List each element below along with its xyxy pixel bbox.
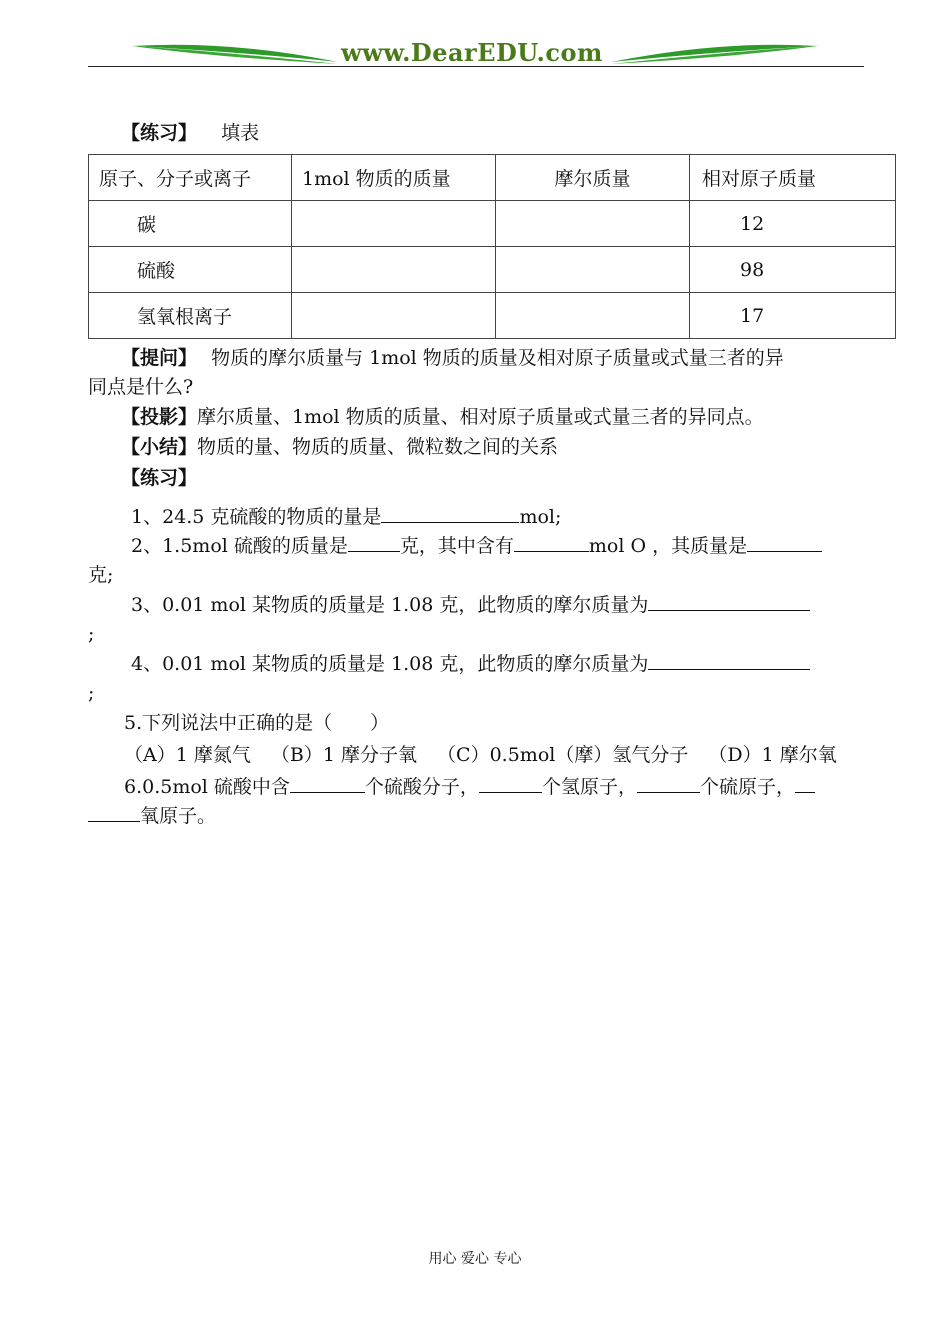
q5-option-b[interactable]: （B）1 摩分子氧	[270, 744, 417, 766]
q2-text-d: 克;	[88, 564, 114, 586]
exercise1-tag: 【练习】	[121, 122, 198, 144]
table-cell-blank	[496, 201, 690, 247]
q6-oxygen-blank-end[interactable]	[88, 803, 140, 822]
q6-text-d: 个硫原子，	[699, 776, 795, 798]
q1-answer-blank[interactable]	[381, 504, 519, 523]
table-cell-blank	[292, 201, 496, 247]
q2-oxygen-mol-blank[interactable]	[514, 533, 589, 552]
exercise2-tag: 【练习】	[121, 467, 198, 489]
q3-text-end: ;	[88, 623, 95, 645]
table-cell-relative-mass: 17	[690, 293, 896, 339]
table-cell-blank	[292, 247, 496, 293]
table-cell-substance: 碳	[89, 201, 292, 247]
table-cell-relative-mass: 98	[690, 247, 896, 293]
q2-mass-blank[interactable]	[348, 533, 400, 552]
table-cell-relative-mass: 12	[690, 201, 896, 247]
summary-line	[121, 435, 558, 459]
table-cell-blank	[292, 293, 496, 339]
exercise2-q2	[131, 533, 822, 558]
projection-text: 摩尔质量、1mol 物质的质量、相对原子质量或式量三者的异同点。	[197, 406, 764, 428]
q2-oxygen-mass-blank[interactable]	[747, 533, 822, 552]
site-logo-text: www.DearEDU.com	[341, 38, 603, 67]
table-header-cell: 摩尔质量	[496, 155, 690, 201]
table-row	[89, 201, 896, 247]
table-row	[89, 247, 896, 293]
projection-line	[121, 405, 764, 429]
q6-text-e: 氧原子。	[140, 805, 217, 827]
projection-tag: 【投影】	[121, 406, 198, 428]
page-footer: 用心 爱心 专心	[428, 1251, 522, 1267]
q6-text-c: 个氢原子，	[541, 776, 637, 798]
header-rule	[88, 66, 864, 67]
q6-hydrogen-blank[interactable]	[479, 774, 542, 793]
q6-sulfur-blank[interactable]	[637, 774, 700, 793]
q2-text-c: mol O ，其质量是	[588, 535, 748, 557]
table-header-cell: 原子、分子或离子	[89, 155, 292, 201]
q3-answer-blank[interactable]	[648, 592, 810, 611]
table-header-cell: 相对原子质量	[690, 155, 896, 201]
table-cell-blank	[496, 247, 690, 293]
exercise2-q3	[131, 592, 810, 617]
q4-answer-blank[interactable]	[648, 651, 810, 670]
table-header-cell: 1mol 物质的质量	[292, 155, 496, 201]
exercise1-title: 填表	[221, 122, 260, 144]
table-row	[89, 293, 896, 339]
question-text-1: 物质的摩尔质量与 1mol 物质的质量及相对原子质量或式量三者的异	[211, 347, 784, 369]
q3-text: 3、0.01 mol 某物质的质量是 1.08 克，此物质的摩尔质量为	[131, 594, 649, 616]
q6-text-a: 6.0.5mol 硫酸中含	[124, 776, 290, 798]
q6-line-2	[88, 803, 216, 828]
question-text-2: 同点是什么?	[88, 376, 194, 398]
q1-unit: mol;	[519, 506, 562, 528]
exercise2-q4	[131, 651, 810, 676]
q5-option-c[interactable]: （C）0.5mol（摩）氢气分子	[437, 744, 689, 766]
q4-text: 4、0.01 mol 某物质的质量是 1.08 克，此物质的摩尔质量为	[131, 653, 649, 675]
page-header	[0, 0, 950, 80]
q5-stem: 5.下列说法中正确的是（ ）	[124, 712, 390, 734]
exercise2-q6	[124, 774, 815, 799]
q6-oxygen-blank-start[interactable]	[795, 774, 815, 793]
q2-text-a: 2、1.5mol 硫酸的质量是	[131, 535, 348, 557]
q5-option-a[interactable]: （A）1 摩氮气	[124, 744, 251, 766]
table-cell-substance: 氢氧根离子	[89, 293, 292, 339]
table-cell-substance: 硫酸	[89, 247, 292, 293]
q6-text-b: 个硫酸分子，	[364, 776, 479, 798]
q1-text: 1、24.5 克硫酸的物质的量是	[131, 506, 382, 528]
exercise1-heading	[121, 121, 259, 145]
table-header-row	[89, 155, 896, 201]
fill-in-table	[88, 154, 896, 339]
q5-options	[124, 743, 837, 767]
summary-text: 物质的量、物质的质量、微粒数之间的关系	[197, 436, 559, 458]
q4-text-end: ;	[88, 682, 95, 704]
question-line-1	[121, 346, 784, 370]
q5-option-d[interactable]: （D）1 摩尔氧	[708, 744, 837, 766]
summary-tag: 【小结】	[121, 436, 198, 458]
q6-molecule-blank[interactable]	[290, 774, 365, 793]
table-cell-blank	[496, 293, 690, 339]
q2-text-b: 克，其中含有	[399, 535, 514, 557]
question-tag: 【提问】	[121, 347, 198, 369]
exercise2-q1	[131, 504, 561, 529]
